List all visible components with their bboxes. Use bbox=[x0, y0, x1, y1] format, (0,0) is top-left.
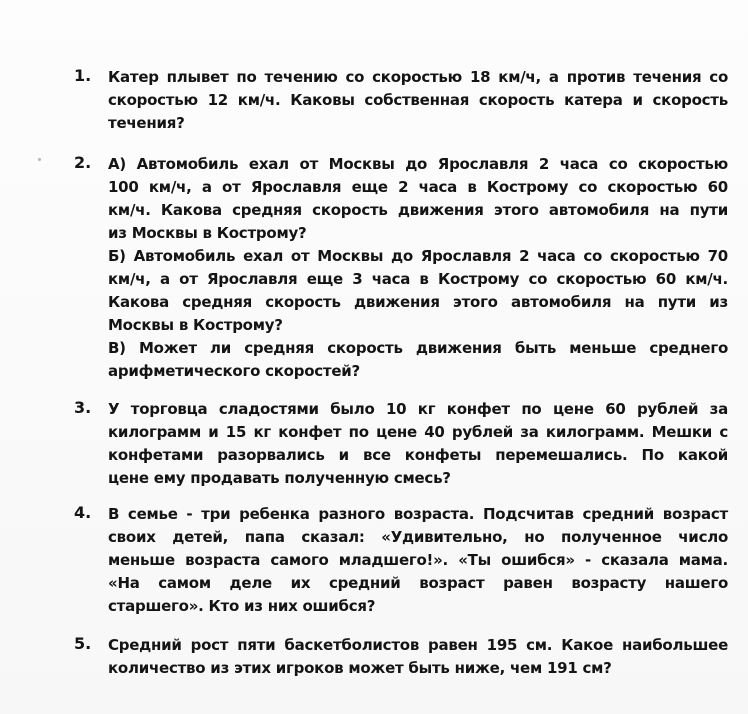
text-line: У торговца сладостями было 10 кг конфет по цене 60 рублей за bbox=[108, 400, 728, 418]
text-line: Б) Автомобиль ехал от Москвы до Ярославля 2 часа со скоростью 70 bbox=[108, 247, 728, 265]
problem-text bbox=[108, 66, 728, 135]
text-line: Катер плывет по течению со скоростью 18 км/ч, а против течения со bbox=[108, 68, 728, 86]
scan-speck bbox=[38, 158, 41, 161]
text-line: скоростью 12 км/ч. Каковы собственная скорость катера и скорость bbox=[108, 91, 728, 109]
problem-text bbox=[108, 398, 728, 490]
text-line: Москвы в Кострому? bbox=[108, 316, 283, 334]
text-line: «На самом деле их средний возраст равен возрасту нашего bbox=[108, 574, 728, 592]
text-line: В семье - три ребенка разного возраста. Подсчитав средний возраст bbox=[108, 505, 728, 523]
text-line: из Москвы в Кострому? bbox=[108, 224, 307, 242]
problem-number: 5. bbox=[74, 634, 92, 653]
text-line: 100 км/ч, а от Ярославля еще 2 часа в Кострому со скоростью 60 bbox=[108, 178, 728, 196]
problem-number: 3. bbox=[74, 398, 92, 417]
text-line: арифметического скоростей? bbox=[108, 362, 360, 380]
text-line: килограмм и 15 кг конфет по цене 40 рублей за килограмм. Мешки с bbox=[108, 423, 728, 441]
text-line: Какова средняя скорость движения этого автомобиля на пути из bbox=[108, 293, 728, 311]
text-line: количество из этих игроков может быть ниже, чем 191 см? bbox=[108, 659, 612, 677]
text-line: конфетами разорвались и все конфеты перемешались. По какой bbox=[108, 446, 728, 464]
text-line: км/ч, а от Ярославля еще 3 часа в Кострому со скоростью 60 км/ч. bbox=[108, 270, 728, 288]
text-line: цене ему продавать полученную смесь? bbox=[108, 469, 451, 487]
text-line: своих детей, папа сказал: «Удивительно, но полученное число bbox=[108, 528, 728, 546]
text-line: Средний рост пяти баскетболистов равен 195 см. Какое наибольшее bbox=[108, 636, 728, 654]
problem-text bbox=[108, 634, 728, 680]
text-line: течения? bbox=[108, 114, 185, 132]
problem-text bbox=[108, 503, 728, 618]
problem-number: 1. bbox=[74, 66, 92, 85]
problem-text bbox=[108, 153, 728, 383]
problem-number: 2. bbox=[74, 153, 92, 172]
text-line: меньше возраста самого младшего!». «Ты ошибся» - сказала мама. bbox=[108, 551, 728, 569]
text-line: км/ч. Какова средняя скорость движения этого автомобиля на пути bbox=[108, 201, 728, 219]
text-line: старшего». Кто из них ошибся? bbox=[108, 597, 376, 615]
text-line: В) Может ли средняя скорость движения быть меньше среднего bbox=[108, 339, 728, 357]
problem-number: 4. bbox=[74, 503, 92, 522]
text-line: А) Автомобиль ехал от Москвы до Ярославля 2 часа со скоростью bbox=[108, 155, 728, 173]
